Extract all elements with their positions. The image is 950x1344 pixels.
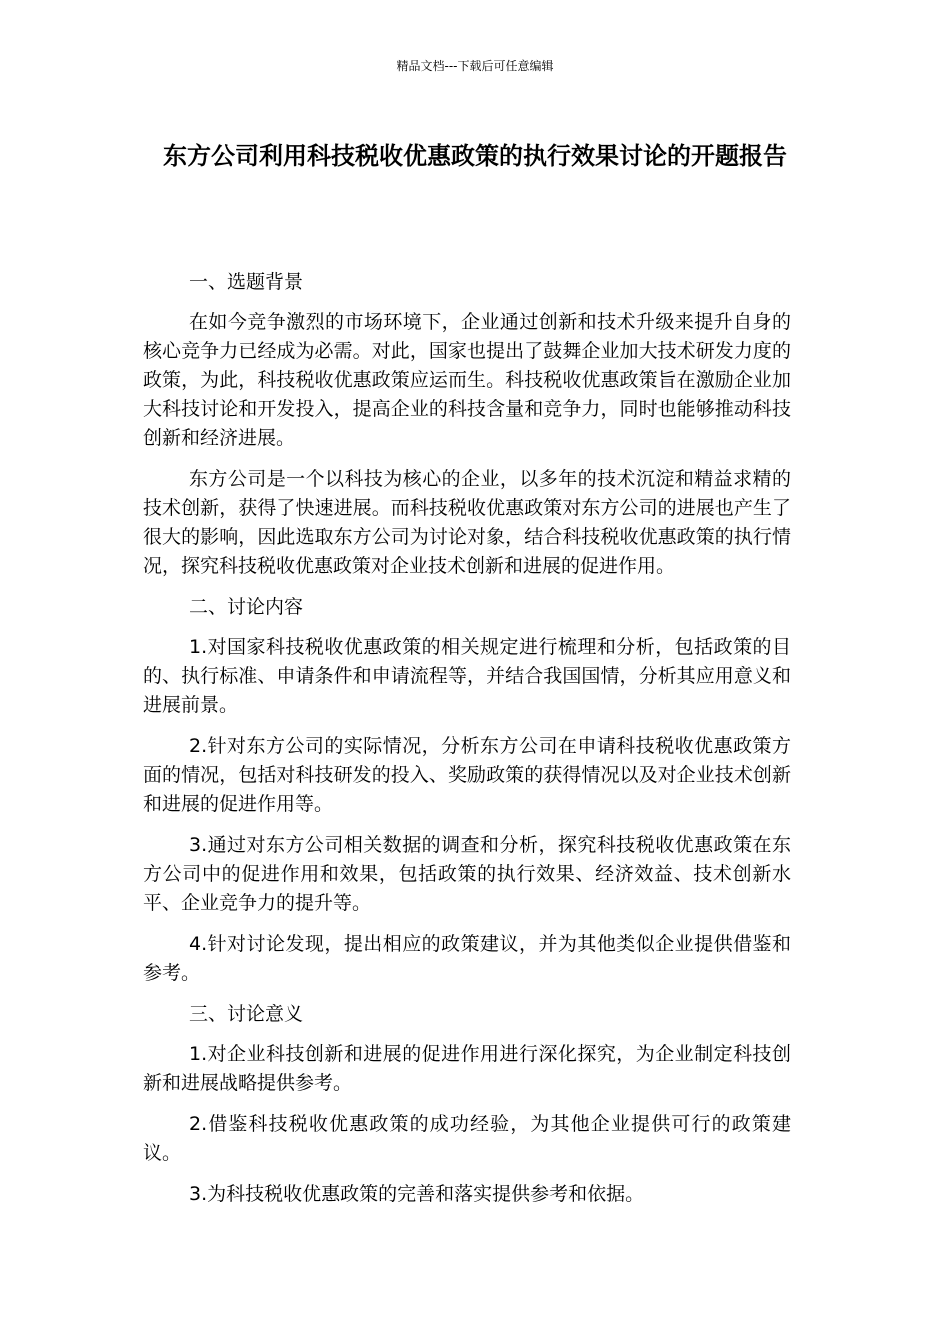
- page-header: 精品文档---下载后可任意编辑: [396, 59, 554, 73]
- paragraph: 1.对企业科技创新和进展的促进作用进行深化探究，为企业制定科技创新和进展战略提供参考。: [143, 1043, 791, 1094]
- paragraph: 东方公司是一个以科技为核心的企业，以多年的技术沉淀和精益求精的技术创新，获得了快速进展。而科技税收优惠政策对东方公司的进展也产生了很大的影响，因此选取东方公司为讨论对象，结合科技税收优惠政策的执行情况，探究科技税收优惠政策对企业技术创新和进展的促进作用。: [143, 468, 791, 577]
- paragraph: 1.对国家科技税收优惠政策的相关规定进行梳理和分析，包括政策的目的、执行标准、申请条件和申请流程等，并结合我国国情，分析其应用意义和进展前景。: [143, 636, 791, 716]
- paragraph: 在如今竞争激烈的市场环境下，企业通过创新和技术升级来提升自身的核心竞争力已经成为必需。对此，国家也提出了鼓舞企业加大技术研发力度的政策，为此，科技税收优惠政策应运而生。科技税收优惠政策旨在激励企业加大科技讨论和开发投入，提高企业的科技含量和竞争力，同时也能够推动科技创新和经济进展。: [143, 311, 791, 449]
- document-title: 东方公司利用科技税收优惠政策的执行效果讨论的开题报告: [163, 142, 787, 170]
- paragraph: 3.为科技税收优惠政策的完善和落实提供参考和依据。: [189, 1183, 645, 1205]
- section-heading-content: 二、讨论内容: [189, 596, 304, 618]
- paragraph: 2.针对东方公司的实际情况，分析东方公司在申请科技税收优惠政策方面的情况，包括对科技研发的投入、奖励政策的获得情况以及对企业技术创新和进展的促进作用等。: [143, 735, 791, 815]
- paragraph: 3.通过对东方公司相关数据的调查和分析，探究科技税收优惠政策在东方公司中的促进作用和效果，包括政策的执行效果、经济效益、技术创新水平、企业竞争力的提升等。: [143, 834, 791, 914]
- paragraph: 4.针对讨论发现，提出相应的政策建议，并为其他类似企业提供借鉴和参考。: [143, 933, 791, 984]
- document-body: [143, 268, 791, 1221]
- section-heading-significance: 三、讨论意义: [189, 1003, 304, 1025]
- section-heading-background: 一、选题背景: [189, 271, 304, 293]
- paragraph: 2.借鉴科技税收优惠政策的成功经验，为其他企业提供可行的政策建议。: [143, 1113, 791, 1164]
